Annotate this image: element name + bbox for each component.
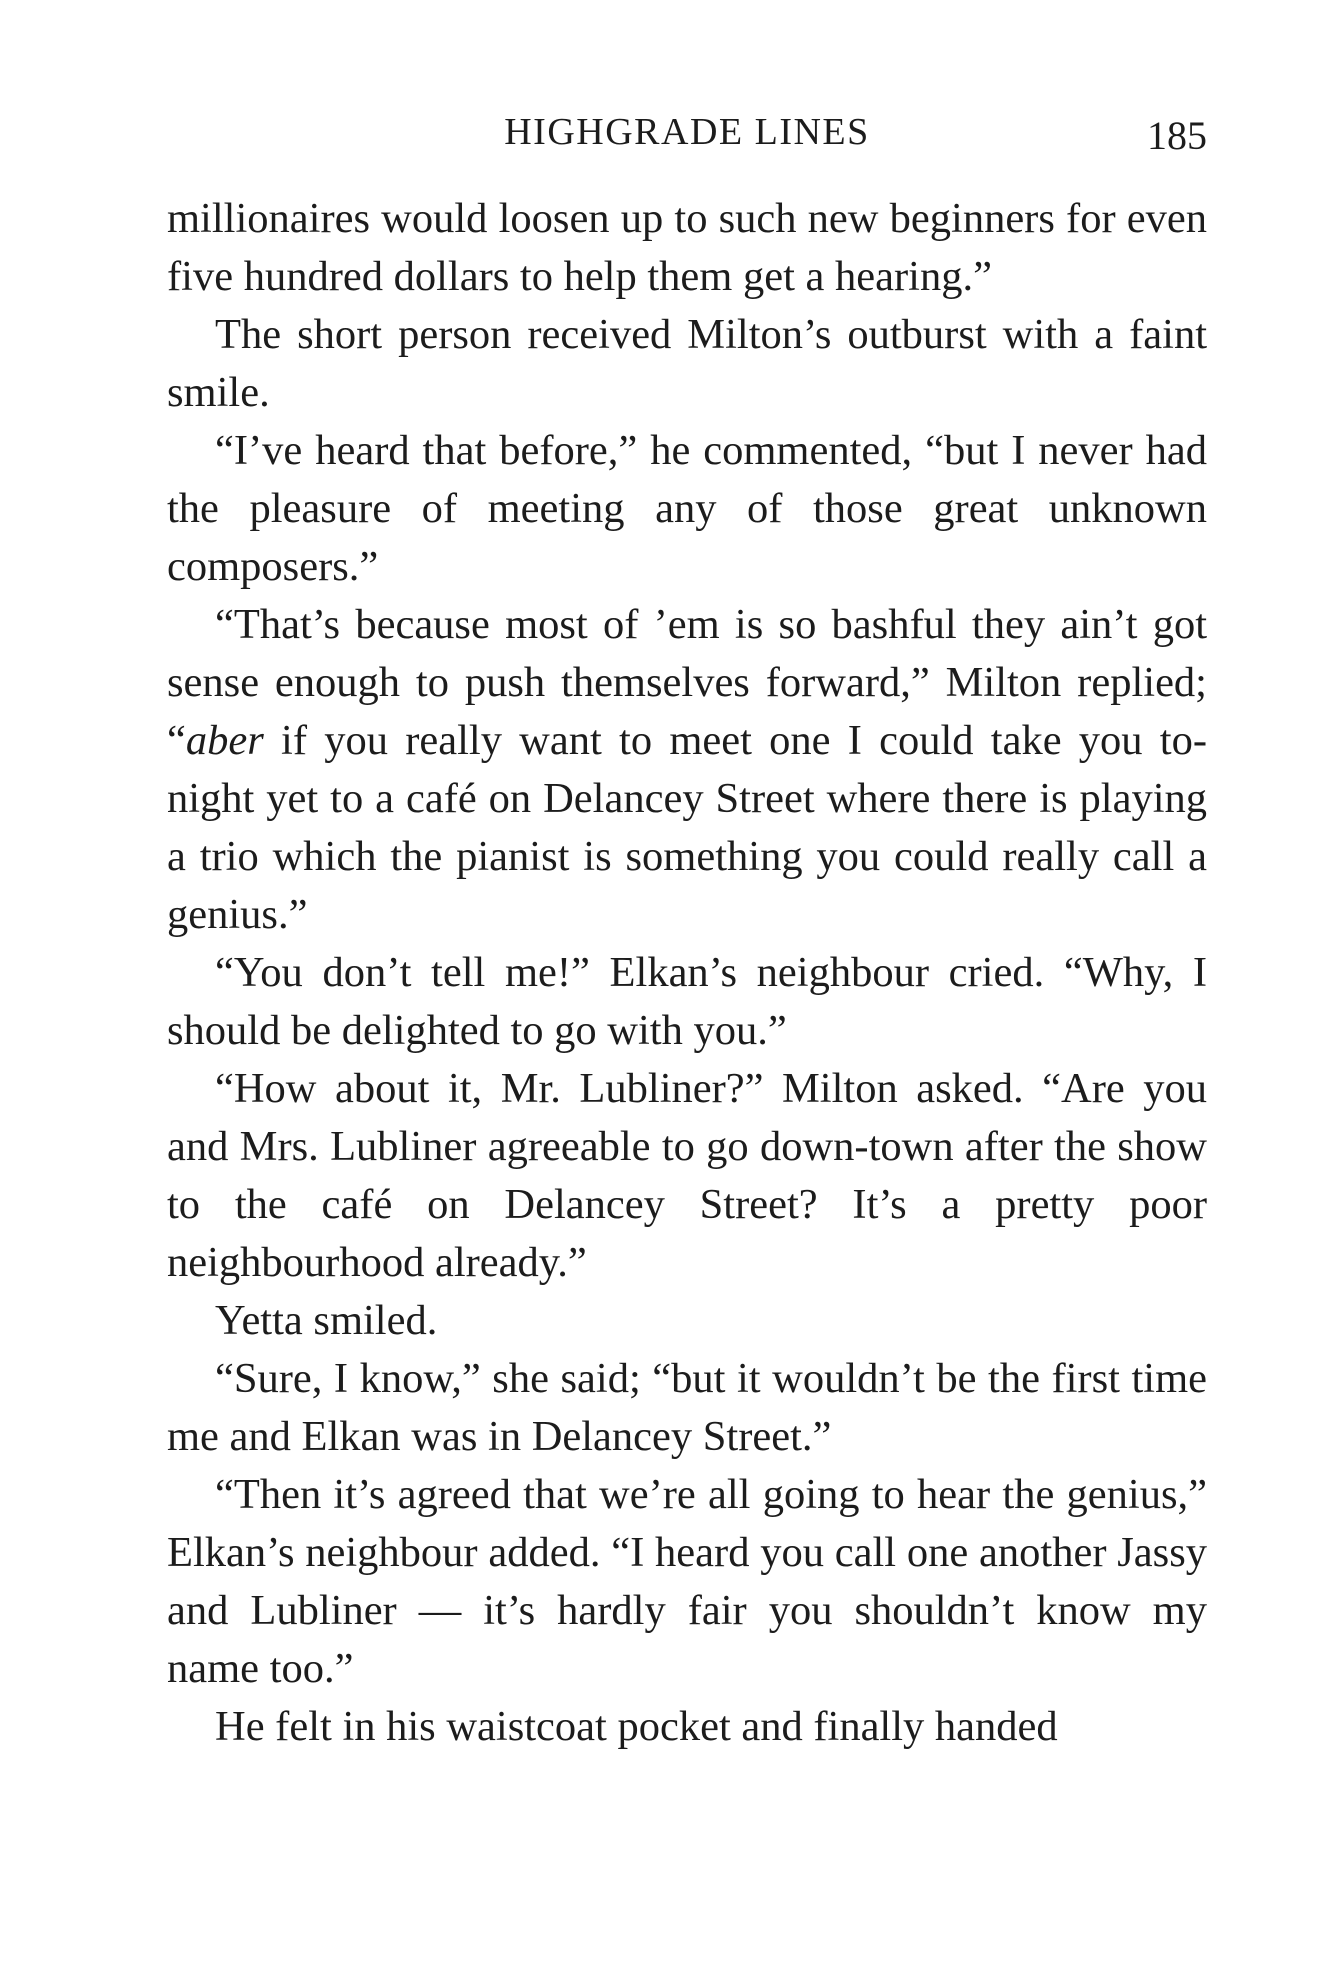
paragraph [167, 422, 1207, 596]
text-segment: “I’ve heard that before,” he commented, “but I never had the pleasure of meeting any of those great unknown composers.” [167, 427, 1207, 590]
text-segment: “You don’t tell me!” Elkan’s neighbour cried. “Why, I should be delighted to go with you.” [167, 949, 1207, 1054]
body-text [167, 190, 1207, 1756]
book-page [167, 100, 1207, 1750]
text-segment: Yetta smiled. [215, 1297, 438, 1344]
text-segment: The short person received Milton’s outburst with a faint smile. [167, 311, 1207, 416]
text-segment: He felt in his waistcoat pocket and finally handed [215, 1703, 1058, 1750]
paragraph [167, 596, 1207, 944]
page-number: 185 [1147, 113, 1207, 158]
paragraph [167, 944, 1207, 1060]
paragraph [167, 190, 1207, 306]
paragraph [167, 1292, 1207, 1350]
paragraph [167, 1060, 1207, 1292]
paragraph [167, 306, 1207, 422]
text-segment: “How about it, Mr. Lubliner?” Milton asked. “Are you and Mrs. Lubliner agreeable to go down-town after the show to the café on Delancey Street? It’s a pretty poor neighbourhood already.” [167, 1065, 1207, 1286]
running-title: HIGHGRADE LINES [504, 111, 870, 153]
text-segment: millionaires would loosen up to such new beginners for even five hundred dollars to help them get a hearing.” [167, 195, 1207, 300]
text-segment: “Sure, I know,” she said; “but it wouldn’t be the first time me and Elkan was in Delancey Street.” [167, 1355, 1207, 1460]
italic-word: aber [185, 717, 264, 764]
paragraph [167, 1698, 1207, 1756]
text-segment: “That’s because most of ’em is so bashful they ain’t got sense enough to push themselves forward,” Milton replied; “ [167, 601, 1207, 764]
text-segment: if you really want to meet one I could take you to-night yet to a café on Delancey Street where there is playing a trio which the pianist is something you could really call a genius.” [167, 717, 1207, 938]
running-head [167, 100, 1207, 170]
paragraph [167, 1466, 1207, 1698]
paragraph [167, 1350, 1207, 1466]
text-segment: “Then it’s agreed that we’re all going to hear the genius,” Elkan’s neighbour added. “I heard you call one another Jassy and Lubliner — it’s hardly fair you shouldn’t know my name too.” [167, 1471, 1207, 1692]
